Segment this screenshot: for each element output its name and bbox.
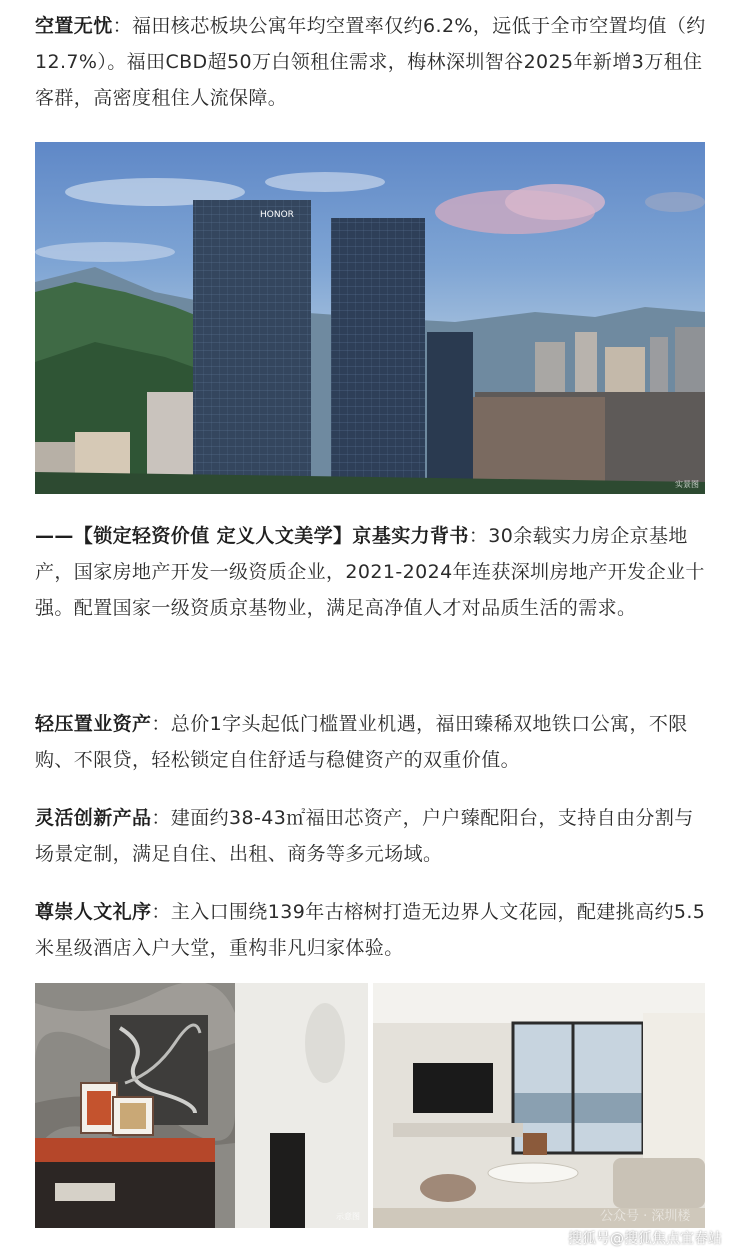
- living-room-photo: [373, 983, 705, 1228]
- wechat-account-overlay: 公众号 · 深圳楼: [600, 1209, 691, 1224]
- paragraph-title: ——【锁定轻资价值 定义人文美学】京基实力背书: [35, 525, 469, 547]
- lobby-interior-photo: [35, 983, 368, 1228]
- paragraph-title: 轻压置业资产: [35, 713, 152, 735]
- paragraph-ceremony: [35, 894, 707, 966]
- paragraph-body: ：福田核芯板块公寓年均空置率仅约6.2%，远低于全市空置均值（约12.7%）。福田CBD超50万白领租住需求，梅林深圳智谷2025年新增3万租住客群，高密度租住人流保障。: [35, 15, 706, 109]
- paragraph-asset: [35, 706, 707, 778]
- office-towers-photo: [35, 142, 705, 494]
- photo-caption-mark: 示意图: [336, 1212, 360, 1221]
- paragraph-body: ：30余载实力房企京基地产，国家房地产开发一级资质企业，2021-2024年连获深圳房地产开发企业十强。配置国家一级资质京基物业，满足高净值人才对品质生活的需求。: [35, 525, 705, 619]
- sohu-watermark: 搜狐号@搜狐焦点宜春站: [568, 1231, 722, 1247]
- photo-caption-mark: 实景图: [675, 480, 699, 489]
- paragraph-product: [35, 800, 707, 872]
- paragraph-title: 尊崇人文礼序: [35, 901, 152, 923]
- paragraph-vacancy: [35, 8, 707, 116]
- paragraph-backing: [35, 518, 707, 626]
- paragraph-body: ：总价1字头起低门槛置业机遇，福田臻稀双地铁口公寓，不限购、不限贷，轻松锁定自住舒适与稳健资产的双重价值。: [35, 713, 688, 771]
- tower-sign-text: HONOR: [260, 210, 294, 220]
- paragraph-title: 空置无忧: [35, 15, 113, 37]
- paragraph-body: ：建面约38-43㎡福田芯资产，户户臻配阳台，支持自由分割与场景定制，满足自住、出租、商务等多元场域。: [35, 807, 694, 865]
- paragraph-body: ：主入口围绕139年古榕树打造无边界人文花园，配建挑高约5.5米星级酒店入户大堂，重构非凡归家体验。: [35, 901, 706, 959]
- paragraph-title: 灵活创新产品: [35, 807, 152, 829]
